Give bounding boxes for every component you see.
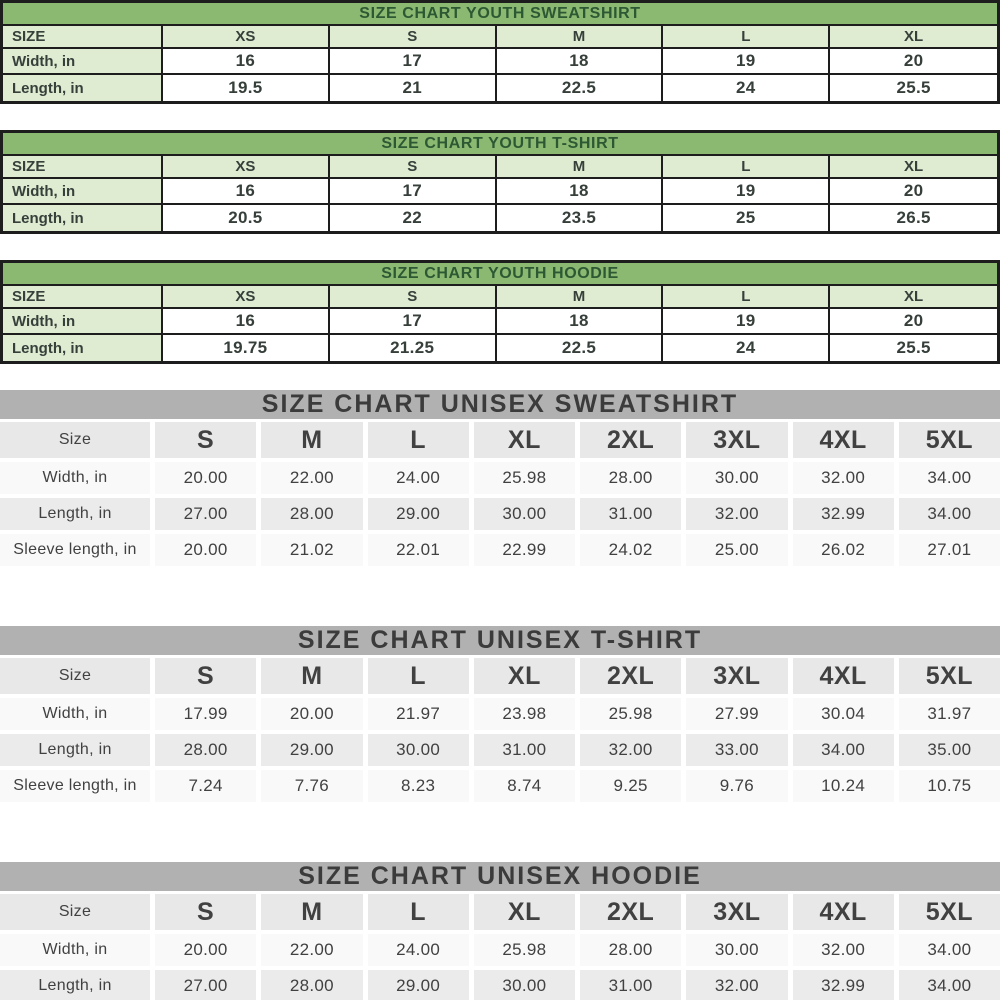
- size-column-header: S: [155, 894, 256, 930]
- size-label-header: Size: [0, 658, 150, 694]
- size-value: 31.00: [580, 498, 681, 530]
- size-label-header: SIZE: [3, 286, 163, 309]
- size-value: 34.00: [899, 934, 1000, 966]
- size-value: 26.5: [830, 205, 997, 231]
- size-value: 31.00: [580, 970, 681, 1000]
- size-value: 28.00: [580, 934, 681, 966]
- chart-title: SIZE CHART YOUTH T-SHIRT: [3, 133, 997, 156]
- table-row: [3, 309, 997, 335]
- row-label: Width, in: [0, 462, 150, 494]
- size-label-header: Size: [0, 422, 150, 458]
- size-column-header: M: [261, 422, 362, 458]
- size-value: 34.00: [793, 734, 894, 766]
- table-row: [0, 770, 1000, 802]
- size-value: 21.02: [261, 534, 362, 566]
- size-value: 19: [663, 179, 830, 205]
- size-value: 21: [330, 75, 497, 101]
- size-column-header: L: [368, 894, 469, 930]
- size-value: 17: [330, 49, 497, 75]
- size-column-header: XL: [830, 26, 997, 49]
- table-body: [3, 309, 997, 361]
- table-row: [0, 534, 1000, 566]
- size-value: 21.25: [330, 335, 497, 361]
- table-body: [3, 179, 997, 231]
- size-column-header: XL: [474, 658, 575, 694]
- row-label: Sleeve length, in: [0, 770, 150, 802]
- size-value: 22.01: [368, 534, 469, 566]
- size-value: 7.76: [261, 770, 362, 802]
- size-value: 32.99: [793, 970, 894, 1000]
- size-column-header: XS: [163, 156, 330, 179]
- header-row: [3, 156, 997, 179]
- size-column-header: L: [663, 156, 830, 179]
- size-column-header: M: [261, 894, 362, 930]
- size-value: 27.99: [686, 698, 787, 730]
- size-value: 30.00: [368, 734, 469, 766]
- size-value: 25.98: [474, 934, 575, 966]
- size-column-header: 2XL: [580, 658, 681, 694]
- size-value: 23.98: [474, 698, 575, 730]
- size-value: 24.00: [368, 934, 469, 966]
- size-value: 28.00: [261, 970, 362, 1000]
- size-label-header: Size: [0, 894, 150, 930]
- size-value: 16: [163, 179, 330, 205]
- row-label: Width, in: [3, 179, 163, 205]
- size-column-header: M: [497, 26, 664, 49]
- size-value: 30.04: [793, 698, 894, 730]
- row-label: Length, in: [0, 970, 150, 1000]
- size-value: 28.00: [261, 498, 362, 530]
- size-column-header: 5XL: [899, 658, 1000, 694]
- size-value: 26.02: [793, 534, 894, 566]
- size-value: 22.5: [497, 75, 664, 101]
- size-label-header: SIZE: [3, 156, 163, 179]
- size-value: 8.74: [474, 770, 575, 802]
- size-value: 20.00: [155, 462, 256, 494]
- size-column-header: XS: [163, 286, 330, 309]
- row-label: Sleeve length, in: [0, 534, 150, 566]
- size-value: 32.00: [793, 934, 894, 966]
- size-value: 22.99: [474, 534, 575, 566]
- size-column-header: 2XL: [580, 422, 681, 458]
- size-value: 25.98: [580, 698, 681, 730]
- size-value: 35.00: [899, 734, 1000, 766]
- size-value: 32.00: [686, 498, 787, 530]
- size-value: 7.24: [155, 770, 256, 802]
- youth-size-chart: [0, 130, 1000, 234]
- size-value: 32.00: [580, 734, 681, 766]
- table-body: [0, 658, 1000, 802]
- size-value: 29.00: [368, 970, 469, 1000]
- size-value: 17.99: [155, 698, 256, 730]
- size-value: 19.5: [163, 75, 330, 101]
- unisex-size-chart: [0, 390, 1000, 566]
- header-row: [0, 422, 1000, 458]
- size-column-header: 4XL: [793, 658, 894, 694]
- size-value: 8.23: [368, 770, 469, 802]
- size-value: 19: [663, 309, 830, 335]
- size-value: 20: [830, 49, 997, 75]
- header-row: [0, 894, 1000, 930]
- size-value: 20: [830, 309, 997, 335]
- size-value: 9.76: [686, 770, 787, 802]
- table-row: [3, 205, 997, 231]
- row-label: Length, in: [3, 75, 163, 101]
- table-row: [0, 698, 1000, 730]
- size-column-header: 2XL: [580, 894, 681, 930]
- size-value: 32.00: [793, 462, 894, 494]
- size-value: 24: [663, 335, 830, 361]
- table-body: [3, 49, 997, 101]
- table-row: [3, 75, 997, 101]
- size-column-header: XL: [830, 156, 997, 179]
- size-value: 19: [663, 49, 830, 75]
- size-value: 28.00: [155, 734, 256, 766]
- row-label: Width, in: [0, 934, 150, 966]
- youth-size-chart: [0, 0, 1000, 104]
- size-value: 9.25: [580, 770, 681, 802]
- size-value: 22: [330, 205, 497, 231]
- size-value: 20.00: [261, 698, 362, 730]
- size-column-header: 3XL: [686, 894, 787, 930]
- unisex-size-chart: [0, 626, 1000, 802]
- chart-title: SIZE CHART YOUTH HOODIE: [3, 263, 997, 286]
- size-column-header: S: [155, 658, 256, 694]
- table-row: [0, 734, 1000, 766]
- size-value: 25.00: [686, 534, 787, 566]
- size-value: 33.00: [686, 734, 787, 766]
- size-column-header: 4XL: [793, 894, 894, 930]
- size-value: 21.97: [368, 698, 469, 730]
- size-value: 28.00: [580, 462, 681, 494]
- size-value: 10.24: [793, 770, 894, 802]
- row-label: Length, in: [0, 498, 150, 530]
- size-column-header: S: [155, 422, 256, 458]
- row-label: Length, in: [3, 335, 163, 361]
- unisex-size-chart: [0, 862, 1000, 1000]
- size-column-header: M: [497, 286, 664, 309]
- size-column-header: XL: [474, 422, 575, 458]
- size-value: 22.00: [261, 934, 362, 966]
- size-column-header: L: [663, 26, 830, 49]
- size-column-header: M: [497, 156, 664, 179]
- table-row: [3, 179, 997, 205]
- size-value: 22.00: [261, 462, 362, 494]
- size-value: 32.00: [686, 970, 787, 1000]
- size-value: 24.00: [368, 462, 469, 494]
- size-value: 18: [497, 179, 664, 205]
- size-column-header: S: [330, 286, 497, 309]
- size-value: 29.00: [368, 498, 469, 530]
- size-value: 25.5: [830, 75, 997, 101]
- size-column-header: 4XL: [793, 422, 894, 458]
- size-value: 16: [163, 49, 330, 75]
- table-row: [0, 934, 1000, 966]
- size-column-header: 5XL: [899, 894, 1000, 930]
- size-column-header: XL: [830, 286, 997, 309]
- chart-title: SIZE CHART UNISEX T-SHIRT: [0, 626, 1000, 655]
- row-label: Width, in: [3, 49, 163, 75]
- size-column-header: L: [368, 658, 469, 694]
- size-value: 20.00: [155, 934, 256, 966]
- size-value: 19.75: [163, 335, 330, 361]
- size-value: 31.97: [899, 698, 1000, 730]
- size-value: 20.5: [163, 205, 330, 231]
- size-value: 10.75: [899, 770, 1000, 802]
- row-label: Width, in: [3, 309, 163, 335]
- size-value: 27.00: [155, 970, 256, 1000]
- size-value: 27.01: [899, 534, 1000, 566]
- header-row: [3, 286, 997, 309]
- size-value: 34.00: [899, 498, 1000, 530]
- size-value: 30.00: [474, 498, 575, 530]
- size-value: 30.00: [686, 462, 787, 494]
- size-value: 34.00: [899, 462, 1000, 494]
- size-column-header: 3XL: [686, 422, 787, 458]
- size-column-header: S: [330, 26, 497, 49]
- row-label: Width, in: [0, 698, 150, 730]
- size-value: 25.98: [474, 462, 575, 494]
- size-column-header: M: [261, 658, 362, 694]
- youth-size-chart: [0, 260, 1000, 364]
- size-value: 24: [663, 75, 830, 101]
- size-value: 34.00: [899, 970, 1000, 1000]
- size-value: 25.5: [830, 335, 997, 361]
- size-value: 30.00: [474, 970, 575, 1000]
- size-column-header: L: [663, 286, 830, 309]
- size-value: 22.5: [497, 335, 664, 361]
- size-value: 27.00: [155, 498, 256, 530]
- size-value: 25: [663, 205, 830, 231]
- size-value: 18: [497, 309, 664, 335]
- size-column-header: XS: [163, 26, 330, 49]
- chart-title: SIZE CHART YOUTH SWEATSHIRT: [3, 3, 997, 26]
- size-value: 32.99: [793, 498, 894, 530]
- size-value: 24.02: [580, 534, 681, 566]
- size-value: 29.00: [261, 734, 362, 766]
- table-body: [0, 894, 1000, 1000]
- size-column-header: XL: [474, 894, 575, 930]
- chart-title: SIZE CHART UNISEX HOODIE: [0, 862, 1000, 891]
- size-value: 30.00: [686, 934, 787, 966]
- size-column-header: 3XL: [686, 658, 787, 694]
- size-column-header: S: [330, 156, 497, 179]
- size-value: 20: [830, 179, 997, 205]
- chart-title: SIZE CHART UNISEX SWEATSHIRT: [0, 390, 1000, 419]
- row-label: Length, in: [3, 205, 163, 231]
- table-body: [0, 422, 1000, 566]
- size-value: 23.5: [497, 205, 664, 231]
- size-value: 17: [330, 179, 497, 205]
- size-column-header: L: [368, 422, 469, 458]
- table-row: [3, 49, 997, 75]
- size-column-header: 5XL: [899, 422, 1000, 458]
- size-value: 20.00: [155, 534, 256, 566]
- size-label-header: SIZE: [3, 26, 163, 49]
- size-value: 18: [497, 49, 664, 75]
- size-value: 17: [330, 309, 497, 335]
- table-row: [0, 498, 1000, 530]
- size-value: 31.00: [474, 734, 575, 766]
- table-row: [0, 462, 1000, 494]
- header-row: [0, 658, 1000, 694]
- header-row: [3, 26, 997, 49]
- table-row: [0, 970, 1000, 1000]
- row-label: Length, in: [0, 734, 150, 766]
- size-value: 16: [163, 309, 330, 335]
- table-row: [3, 335, 997, 361]
